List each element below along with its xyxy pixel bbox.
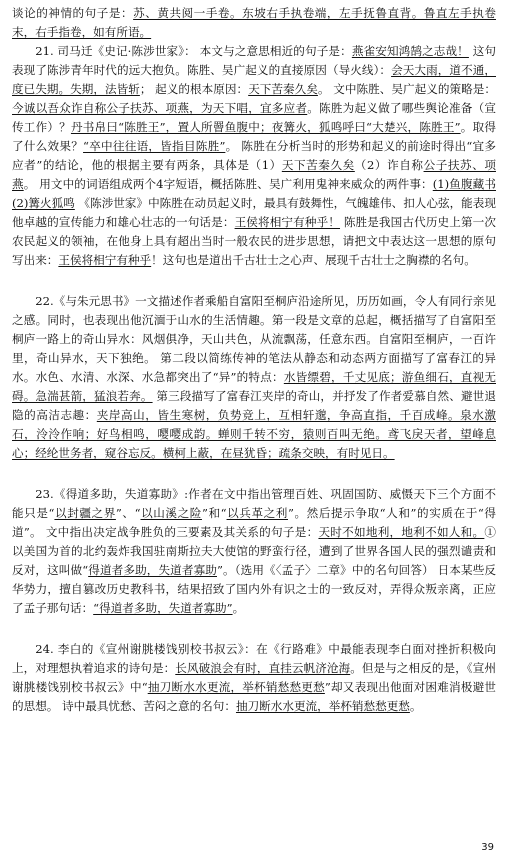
text-segment: ①以美国为首的北约轰炸我国驻南斯拉夫大使馆的野蛮行径，遭到了世界各国人民的强烈谴责和反对，这叫做“ xyxy=(12,525,496,577)
text-segment: 23.《得道多助，失道寡助》:作者在文中指出管理百姓、巩固国防、威慑天下三个方面不能只是“ xyxy=(12,487,496,520)
text-segment: 这句表现了陈涉青年时代的远大抱负。陈胜、吴广起义的直接原因（导火线）： xyxy=(12,44,497,77)
underlined-answer: 抽刀断水水更流，举杯销愁愁更愁 xyxy=(235,699,410,713)
underlined-answer: 今诚以吾众诈自称公子扶苏、项燕，为天下唱，宜多应者 xyxy=(12,101,308,115)
underlined-answer: 天时不如地利，地利不如人和。 xyxy=(318,525,485,539)
underlined-answer: 抽刀断水水更流，举杯销愁愁更愁 xyxy=(147,680,325,694)
underlined-answer: 丹书帛曰“陈胜王”，置人所罾鱼腹中；夜篝火，狐鸣呼曰“大楚兴，陈胜王” xyxy=(70,120,461,134)
paragraph-question-21 xyxy=(12,42,496,270)
text-segment: 。 xyxy=(409,699,422,713)
text-segment: 。但是与之相反的是，《宣州谢朓楼饯别校书叔云》中“ xyxy=(12,661,496,694)
text-segment: 陈胜是我国古代历史上第一次农民起义的领袖，在他身上具有超出当时一般农民的进步思想，请把文中表达这一思想的原句写出来： xyxy=(12,215,496,267)
underlined-answer: 王侯将相宁有种乎 xyxy=(58,253,152,267)
text-segment: （2）诈自称 xyxy=(354,158,424,172)
underlined-answer: 苏、黄共阅一手卷。东坡右手执卷端，左手抚鲁直背。鲁直左手执卷末，右手指卷，如有所语。 xyxy=(12,6,496,39)
text-segment: ！这句也是道出千古壮士之心声、展现千古壮士之胸襟的名句。 xyxy=(151,253,476,267)
underlined-answer: “卒中往往语，皆指目陈胜” xyxy=(83,139,226,153)
text-segment: ； 起义的根本原因： xyxy=(139,82,249,96)
underlined-answer: 以封疆之界 xyxy=(54,506,116,520)
text-segment: ”。然后提示争取“人和”的实质在于“得道”。 文中指出决定战争胜负的三要素及其关系的句子是： xyxy=(12,506,496,539)
underlined-answer: 得道者多助，失道者寡助 xyxy=(88,563,217,577)
underlined-answer: 天下苦秦久矣 xyxy=(281,158,355,172)
text-segment: 。 用文中的词语组成两个4字短语，概括陈胜、吴广利用鬼神来威众的两件事： xyxy=(23,177,433,191)
text-segment: 21. 司马迁《史记·陈涉世家》： 本文与之意思相近的句子是： xyxy=(35,44,352,58)
text-segment: 22.《与朱元思书》一文描述作者乘船自富阳至桐庐沿途所见，历历如画，令人有同行亲见之感。同时，也表现出他沉湎于山水的生活情趣。第一段是文章的总起，概括描写了自富阳至桐庐一路上的奇山异水：风烟俱净，天山共色，从流飘荡，任意东西。自富阳至桐庐，一百许里，奇山异水，天下独绝。 第二段以简练传神的笔法从静态和动态两方面描写了富春江的异水。水色、水清、水深、水急都突出了“异”的特点： xyxy=(12,294,496,384)
text-segment: ”、“ xyxy=(115,506,141,520)
underlined-answer: 以兵革之利 xyxy=(226,506,288,520)
text-segment: ”却又表现出他面对困难消极避世的思想。 诗中最具忧愁、苦闷之意的名句： xyxy=(12,680,496,713)
text-segment: ”。（选用《〈孟子〉二章》中的名句回答） 日本某些反华势力，擅自篡改历史教科书，结果招致了国内外有识之士的一致反对，弄得众叛亲离，正应了孟子那句话： xyxy=(12,563,496,615)
page-number: 39 xyxy=(481,842,494,853)
underlined-answer: 会天大雨，道不通，度已失期。失期，法皆斩 xyxy=(12,63,496,96)
text-segment: 《陈涉世家》中陈胜在动员起义时，最具有鼓舞性，气魄雄伟、扣人心弦，能表现他卓越的宣传能力和雄心壮志的一句话是： xyxy=(12,196,496,229)
underlined-answer: 夹岸高山，皆生寒树，负势竞上，互相轩邈，争高直指，千百成峰。泉水激石，泠泠作响；好鸟相鸣，嘤嘤成韵。蝉则千转不穷，猿则百叫无绝。鸢飞戾天者，望峰息心；经纶世务者，窥谷忘反。横柯上蔽，在昼犹昏；疏条交映，有时见日。 xyxy=(12,408,496,460)
underlined-answer: “得道者多助，失道者寡助” xyxy=(93,601,233,615)
paragraph-question-22 xyxy=(12,292,496,463)
underlined-answer: 天下苦秦久矣 xyxy=(248,82,318,96)
paragraph-question-23 xyxy=(12,485,496,618)
underlined-answer: 水皆缥碧，千丈见底；游鱼细石，直视无碍。急湍甚箭，猛浪若奔。 xyxy=(12,370,496,403)
underlined-answer: 燕雀安知鸿鹄之志哉！ xyxy=(351,44,469,58)
underlined-answer: 公子扶苏、项燕 xyxy=(12,158,496,191)
underlined-answer: 长风破浪会有时，直挂云帆济沧海 xyxy=(175,661,351,675)
text-segment: 24. 李白的《宣州谢朓楼饯别校书叔云》：在《行路难》中最能表现李白面对挫折积极向上，对理想执着追求的诗句是： xyxy=(12,642,496,675)
spacer xyxy=(12,270,496,292)
text-segment: 。 xyxy=(232,601,245,615)
paragraph-question-24 xyxy=(12,640,496,716)
text-segment: ”和“ xyxy=(201,506,227,520)
text-segment: 谈论的神情的句子是： xyxy=(12,6,134,20)
text-segment: 。 陈胜在分析当时的形势和起义的前途时得出“宜多应者”的结论，他的根据主要有两条，具体是（1） xyxy=(12,139,496,172)
text-segment: 。取得了什么效果？ xyxy=(12,120,496,153)
text-segment: 。 文中陈胜、吴广起义的策略是： xyxy=(317,82,496,96)
text-segment: 第三段描写了富春江夹岸的奇山，并抒发了作者爱慕自然、避世退隐的高洁志趣： xyxy=(12,389,496,422)
spacer xyxy=(12,463,496,485)
text-segment: 。陈胜为起义做了哪些舆论准备（宣传工作）？ xyxy=(12,101,496,134)
underlined-answer: 王侯将相宁有种乎！ xyxy=(234,215,341,229)
underlined-answer: (1)鱼腹藏书(2)篝火狐鸣 xyxy=(12,177,496,210)
underlined-answer: 以山溪之险 xyxy=(140,506,202,520)
spacer xyxy=(12,618,496,640)
paragraph-answer-intro xyxy=(12,4,496,42)
